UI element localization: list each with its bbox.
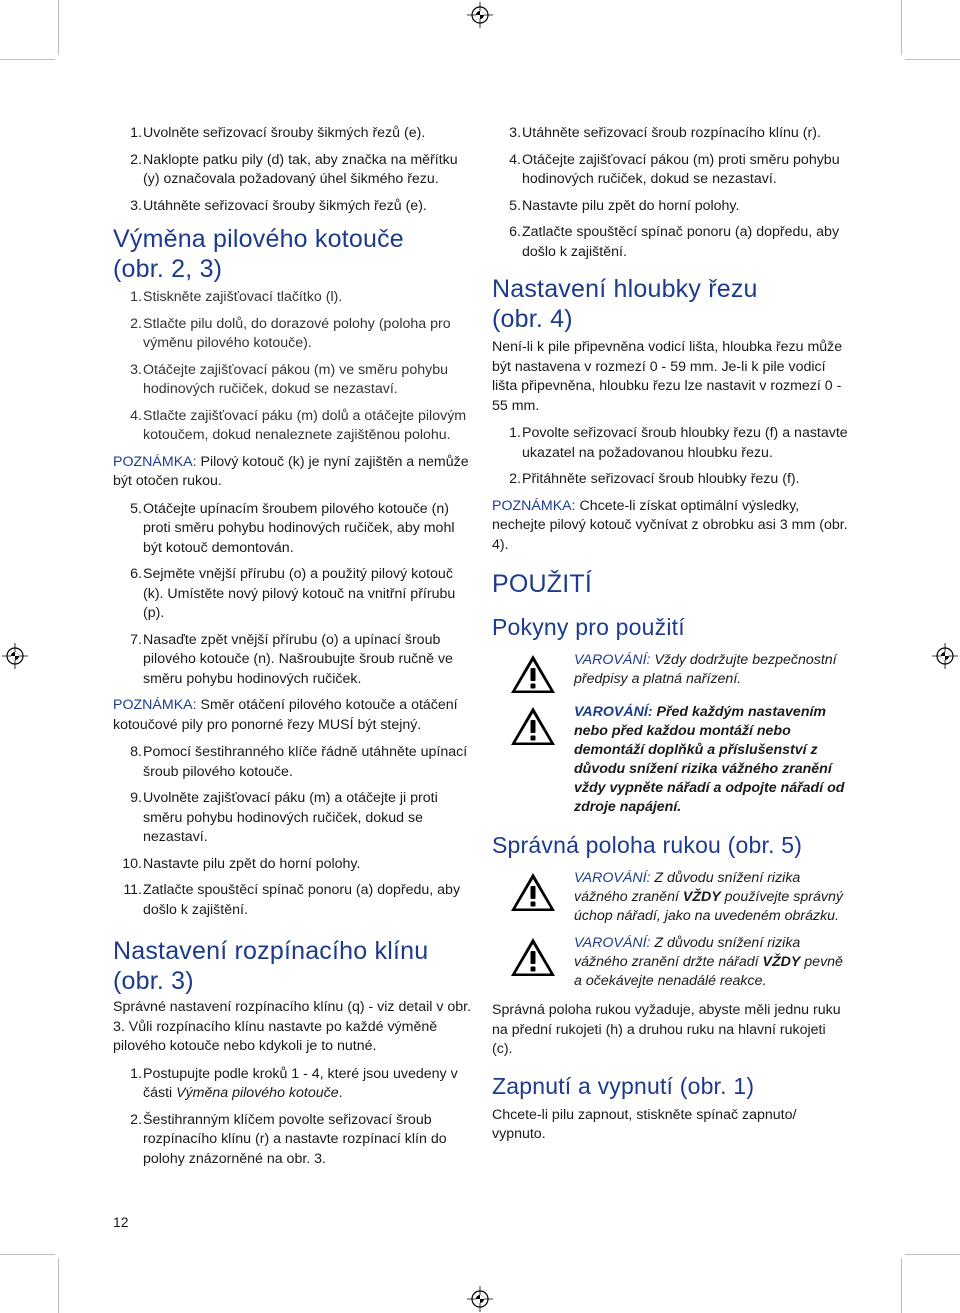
step-list-depth — [492, 424, 848, 490]
warning-block: VAROVÁNÍ: Vždy dodržujte bezpečnostní předpisy a platná nařízení. — [492, 651, 848, 695]
step-list-riving-cont — [492, 124, 848, 262]
section-heading-hand-position: Správná poloha rukou (obr. 5) — [492, 832, 803, 858]
section-heading-instructions: Pokyny pro použití — [492, 614, 685, 640]
warning-triangle-icon — [509, 871, 557, 913]
section-heading-cut-depth: Nastavení hloubky řezu (obr. 4) — [492, 275, 758, 333]
list-item: 11. Zatlačte spouštěcí spínač ponoru (a) dopředu, aby došlo k zajištění. — [123, 882, 461, 918]
list-item: 2. Stlačte pilu dolů, do dorazové polohy (poloha pro výměnu pilového kotouče). — [130, 315, 451, 351]
list-item: 1. Uvolněte seřizovací šrouby šikmých řezů (e). — [130, 125, 426, 141]
list-item: 3. Utáhněte seřizovací šroub rozpínacího klínu (r). — [509, 125, 821, 141]
crop-mark — [0, 59, 55, 60]
crop-mark — [901, 0, 902, 55]
list-item: 5. Otáčejte upínacím šroubem pilového kotouče (n) proti směru pohybu hodinových ručiček, aby mohl být kotouč demontován. — [130, 500, 455, 556]
list-item: 4. Stlačte zajišťovací páku (m) dolů a otáčejte pilovým kotoučem, dokud nenaleznete zajištěnou polohu. — [130, 407, 467, 443]
crop-mark — [58, 0, 59, 55]
registration-mark-right — [932, 643, 958, 669]
step-list-bevel — [113, 124, 475, 216]
warning-block: VAROVÁNÍ: Z důvodu snížení rizika vážného zranění držte nářadí VŽDY pevně a očekávejte nenadálé reakce. — [492, 934, 848, 991]
note: POZNÁMKA: Pilový kotouč (k) je nyní zajištěn a nemůže být otočen rukou. — [113, 453, 469, 489]
crop-mark — [0, 1254, 55, 1255]
list-item: 10. Nastavte pilu zpět do horní polohy. — [122, 855, 361, 872]
warning-triangle-icon — [509, 936, 557, 978]
section-heading-use: POUŽITÍ — [492, 570, 593, 598]
list-item: 1. Povolte seřizovací šroub hloubky řezu (f) a nastavte ukazatel na požadovanou hloubku řezu. — [509, 425, 848, 461]
list-item: 5. Nastavte pilu zpět do horní polohy. — [509, 197, 740, 214]
paragraph: Správná poloha rukou vyžaduje, abyste měli jednu ruku na přední rukojeti (h) a druhou ruku na hlavní rukojeti (c). — [492, 1002, 841, 1057]
list-item: 1. Stiskněte zajišťovací tlačítko (l). — [130, 289, 343, 305]
list-item: 2. Naklopte patku pily (d) tak, aby značka na měřítku (y) označovala požadovaný úhel šikmého řezu. — [130, 151, 458, 187]
list-item: 7. Nasaďte zpět vnější přírubu (o) a upínací šroub pilového kotouče (n). Našroubujte šroub ručně ve směru pohybu hodinových ručiček. — [130, 631, 453, 687]
registration-mark-top — [467, 2, 493, 28]
registration-mark-left — [2, 643, 28, 669]
note: POZNÁMKA: Chcete-li získat optimální výsledky, nechejte pilový kotouč vyčnívat z obrobku asi 3 mm (obr. 4). — [492, 497, 848, 553]
crop-mark — [58, 1258, 59, 1313]
registration-mark-bottom — [467, 1286, 493, 1312]
warning-triangle-icon — [509, 705, 557, 747]
section-heading-blade-change: Výměna pilového kotouče (obr. 2, 3) — [113, 225, 404, 283]
crop-mark — [901, 1258, 902, 1313]
warning-block: VAROVÁNÍ: Před každým nastavením nebo před každou montáží nebo demontáží doplňků a příslušenství z důvodu snížení rizika vážného zranění vždy vypněte nářadí a odpojte nářadí od zdroje napájení. — [492, 703, 848, 817]
left-column — [113, 124, 475, 1176]
list-item: 2. Šestihranným klíčem povolte seřizovací šroub rozpínacího klínu (r) a nastavte rozpínací klín do polohy znázorněné na obr. 3. — [130, 1111, 447, 1167]
list-item: 6. Zatlačte spouštěcí spínač ponoru (a) dopředu, aby došlo k zajištění. — [509, 224, 840, 260]
section-heading-on-off: Zapnutí a vypnutí (obr. 1) — [492, 1072, 755, 1099]
section-heading-riving-knife: Nastavení rozpínacího klínu (obr. 3) — [113, 937, 429, 995]
list-item: 3. Otáčejte zajišťovací pákou (m) ve směru pohybu hodinových ručiček, dokud se nezastaví. — [130, 361, 448, 397]
crop-mark — [905, 59, 960, 60]
paragraph: Správné nastavení rozpínacího klínu (q) - viz detail v obr. 3. Vůli rozpínacího klínu nastavte po každé výměně pilového kotouče nebo kdykoli je to nutné. — [113, 999, 472, 1054]
warning-triangle-icon — [509, 653, 557, 695]
step-list-blade — [113, 288, 475, 446]
crop-mark — [905, 1254, 960, 1255]
list-item: 2. Přitáhněte seřizovací šroub hloubky řezu (f). — [509, 471, 800, 487]
warning-block: VAROVÁNÍ: Z důvodu snížení rizika vážného zranění VŽDY používejte správný úchop nářadí, jako na uvedeném obrázku. — [492, 869, 848, 926]
list-item: 1. Postupujte podle kroků 1 - 4, které jsou uvedeny v části Výměna pilového kotouče. — [130, 1065, 458, 1101]
page-number: 12 — [113, 1214, 129, 1230]
step-list-blade-cont — [113, 500, 475, 690]
step-list-blade-end — [113, 743, 475, 920]
list-item: 3. Utáhněte seřizovací šrouby šikmých řezů (e). — [130, 197, 427, 214]
paragraph: Chcete-li pilu zapnout, stiskněte spínač zapnuto/ vypnuto. — [492, 1106, 797, 1142]
paragraph: Není-li k pile připevněna vodicí lišta, hloubka řezu může být nastavena v rozmezí 0 - 59 mm. Je-li k pile vodicí lišta připevněna, hloubku řezu lze nastavit v rozmezí 0 - 55 mm. — [492, 339, 843, 414]
note: POZNÁMKA: Směr otáčení pilového kotouče a otáčení kotoučové pily pro ponorné řezy MUSÍ být stejný. — [113, 697, 458, 733]
list-item: 9. Uvolněte zajišťovací páku (m) a otáčejte ji proti směru pohybu hodinových ručiček, dokud se nezastaví. — [130, 790, 438, 845]
list-item: 6. Sejměte vnější přírubu (o) a použitý pilový kotouč (k). Umístěte nový pilový kotouč na vnitřní přírubu (p). — [130, 566, 456, 621]
list-item: 4. Otáčejte zajišťovací pákou (m) proti směru pohybu hodinových ručiček, dokud se nezastaví. — [509, 151, 840, 187]
right-column — [492, 124, 848, 1153]
list-item: 8. Pomocí šestihranného klíče řádně utáhněte upínací šroub pilového kotouče. — [130, 744, 468, 780]
